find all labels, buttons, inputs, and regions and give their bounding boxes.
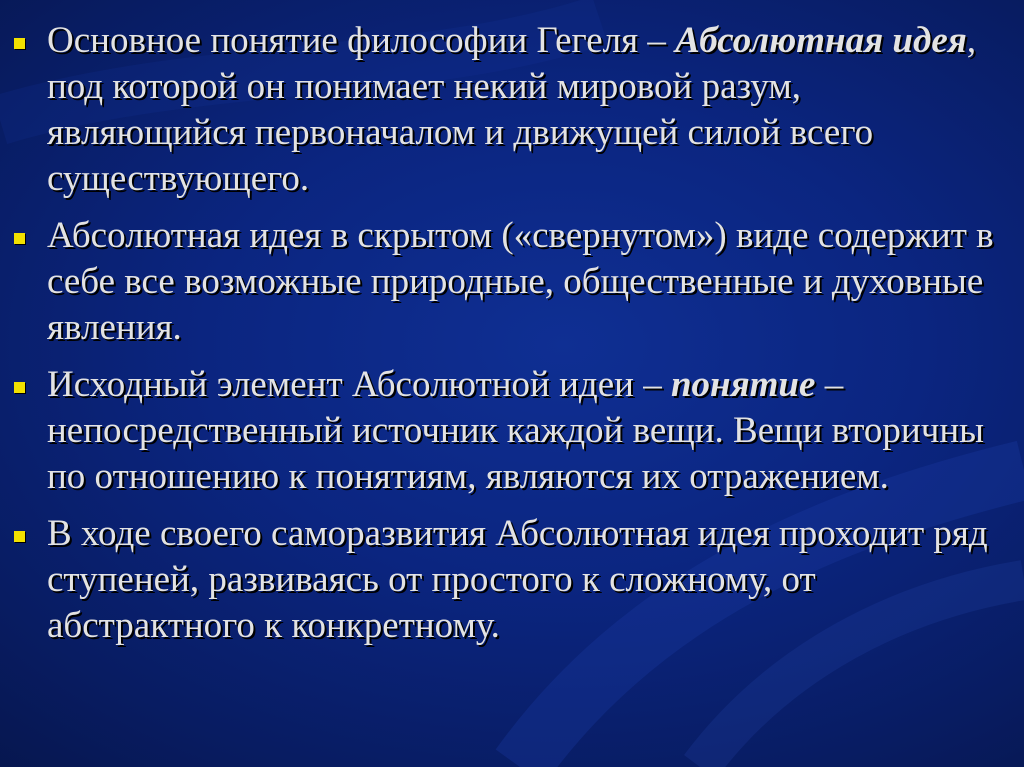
bullet-item-4 <box>0 511 1024 649</box>
square-bullet-icon <box>14 531 25 542</box>
bullet-3-emphasis: понятие <box>670 364 816 405</box>
bullet-4-text: В ходе своего саморазвития Абсолютная идея проходит ряд ступеней, развиваясь от простого к сложному, от абстрактного к конкретному. <box>47 513 988 646</box>
square-bullet-icon <box>14 233 25 244</box>
bullet-3-text-before: Исходный элемент Абсолютной идеи – <box>47 364 671 405</box>
bullet-3-text-after: – непосредственный источник каждой вещи. Вещи вторичны по отношению к понятиям, являются их отражением. <box>47 364 984 497</box>
bullet-item-2 <box>0 213 1024 351</box>
bullet-list <box>0 18 1024 660</box>
bullet-1-text-before: Основное понятие философии Гегеля – <box>47 20 676 61</box>
bullet-item-3 <box>0 362 1024 500</box>
bullet-2-text: Абсолютная идея в скрытом («свернутом») виде содержит в себе все возможные природные, общественные и духовные явления. <box>47 215 994 348</box>
bullet-1-text-after: , под которой он понимает некий мировой разум, являющийся первоначалом и движущей силой всего существующего. <box>47 20 977 199</box>
bullet-item-1 <box>0 18 1024 202</box>
square-bullet-icon <box>14 38 25 49</box>
bullet-1-emphasis: Абсолютная идея <box>675 20 967 61</box>
square-bullet-icon <box>14 382 25 393</box>
